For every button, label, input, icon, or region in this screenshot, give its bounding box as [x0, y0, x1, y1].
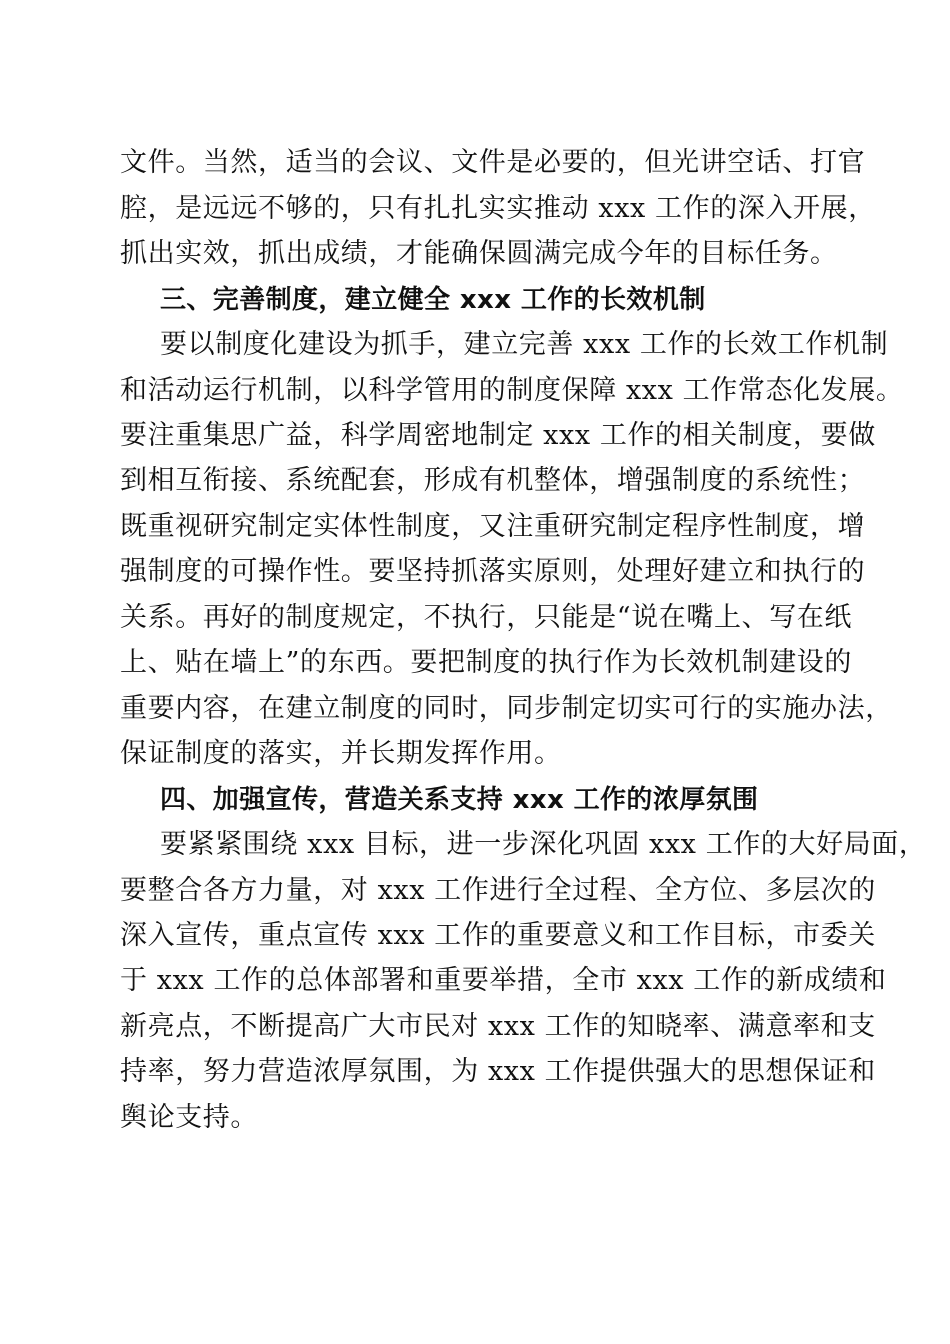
- paragraph-line: 强制度的可操作性。要坚持抓落实原则，处理好建立和执行的: [120, 556, 866, 587]
- paragraph-line: 深入宣传，重点宣传 xxx 工作的重要意义和工作目标，市委关: [120, 920, 876, 951]
- section-heading-3: 三、完善制度，建立健全 xxx 工作的长效机制: [160, 285, 706, 315]
- paragraph-line: 和活动运行机制，以科学管用的制度保障 xxx 工作常态化发展。: [120, 375, 904, 406]
- paragraph-line: 舆论支持。: [120, 1102, 258, 1133]
- section-heading-4: 四、加强宣传，营造关系支持 xxx 工作的浓厚氛围: [160, 785, 759, 815]
- paragraph-line: 到相互衔接、系统配套，形成有机整体，增强制度的系统性；: [120, 465, 866, 496]
- paragraph-line: 重要内容，在建立制度的同时，同步制定切实可行的实施办法，: [120, 693, 893, 724]
- paragraph-line: 要注重集思广益，科学周密地制定 xxx 工作的相关制度，要做: [120, 420, 876, 451]
- paragraph-line: 既重视研究制定实体性制度，又注重研究制定程序性制度，增: [120, 511, 866, 542]
- paragraph-line: 腔，是远远不够的，只有扎扎实实推动 xxx 工作的深入开展，: [120, 193, 876, 224]
- paragraph-line: 文件。当然，适当的会议、文件是必要的，但光讲空话、打官: [120, 147, 866, 178]
- paragraph-line: 要整合各方力量，对 xxx 工作进行全过程、全方位、多层次的: [120, 875, 876, 906]
- paragraph-line: 关系。再好的制度规定，不执行，只能是“说在嘴上、写在纸: [120, 602, 853, 633]
- paragraph-line: 要紧紧围绕 xxx 目标，进一步深化巩固 xxx 工作的大好局面，: [160, 829, 927, 860]
- paragraph-line: 于 xxx 工作的总体部署和重要举措，全市 xxx 工作的新成绩和: [120, 965, 887, 996]
- paragraph-line: 新亮点，不断提高广大市民对 xxx 工作的知晓率、满意率和支: [120, 1011, 876, 1042]
- paragraph-line: 保证制度的落实，并长期发挥作用。: [120, 738, 562, 769]
- paragraph-line: 要以制度化建设为抓手，建立完善 xxx 工作的长效工作机制: [160, 329, 889, 360]
- paragraph-line: 持率，努力营造浓厚氛围，为 xxx 工作提供强大的思想保证和: [120, 1056, 876, 1087]
- paragraph-line: 上、贴在墙上”的东西。要把制度的执行作为长效机制建设的: [120, 647, 853, 678]
- paragraph-line: 抓出实效，抓出成绩，才能确保圆满完成今年的目标任务。: [120, 238, 838, 269]
